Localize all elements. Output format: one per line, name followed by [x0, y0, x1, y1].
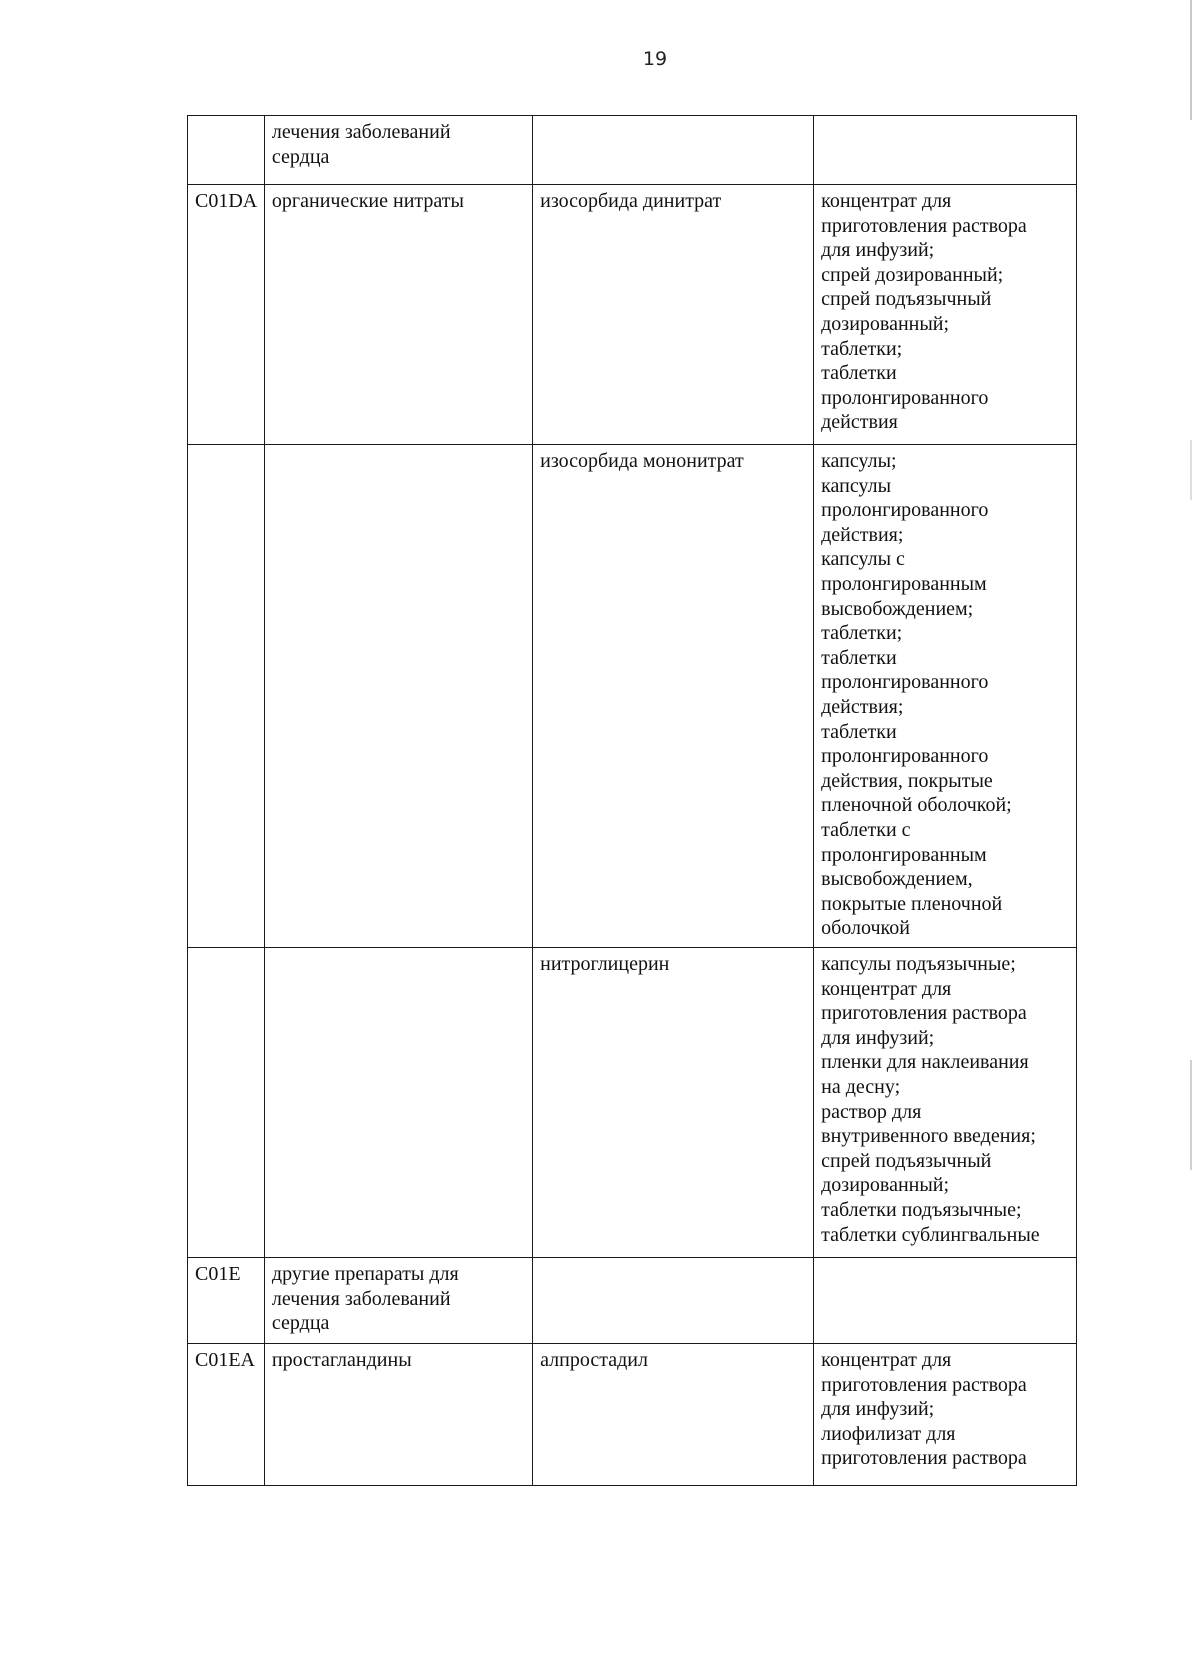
- dosage-form-line: для инфузий;: [821, 239, 935, 262]
- dosage-form-line: пролонгированного: [821, 745, 989, 768]
- table-row: [188, 948, 1077, 1258]
- atc-code: C01EA: [195, 1349, 255, 1371]
- table-row: [188, 445, 1077, 948]
- dosage-form-line: капсулы;: [821, 450, 897, 472]
- atc-code: C01E: [195, 1263, 241, 1285]
- dosage-form-line: капсулы с: [821, 548, 905, 571]
- group-cell: [264, 116, 532, 185]
- dosage-form-line: капсулы: [821, 474, 892, 497]
- group-cell: [264, 1344, 532, 1486]
- dosage-form-line: спрей подъязычный: [821, 1149, 992, 1172]
- atc-code: C01DA: [195, 190, 258, 212]
- dosage-forms-cell: [814, 1344, 1077, 1486]
- substance-cell: [533, 948, 814, 1258]
- group-line: органические нитраты: [271, 190, 464, 212]
- atc-code-cell: [188, 1258, 265, 1344]
- scan-edge-mark: [1190, 0, 1192, 120]
- dosage-form-line: действия;: [821, 523, 904, 546]
- dosage-form-line: дозированный;: [821, 1174, 950, 1197]
- dosage-form-line: концентрат для: [821, 1349, 952, 1371]
- atc-code-cell: [188, 1344, 265, 1486]
- table-row: [188, 185, 1077, 445]
- dosage-form-line: пролонгированного: [821, 499, 989, 522]
- substance-cell: [533, 185, 814, 445]
- dosage-form-line: высвобождением,: [821, 868, 973, 891]
- dosage-form-line: внутривенного введения;: [821, 1125, 1036, 1148]
- dosage-form-line: действия: [821, 411, 898, 434]
- dosage-forms-cell: [814, 185, 1077, 445]
- dosage-form-line: концентрат для: [821, 977, 952, 1000]
- substance-cell: [533, 1344, 814, 1486]
- dosage-form-line: раствор для: [821, 1100, 922, 1123]
- table-body: [188, 116, 1077, 1486]
- scan-edge-mark: [1190, 440, 1192, 500]
- page-number: 19: [642, 48, 668, 70]
- dosage-form-line: таблетки: [821, 720, 897, 743]
- substance-cell: [533, 445, 814, 948]
- group-line: другие препараты для: [271, 1263, 459, 1285]
- dosage-form-line: пролонгированного: [821, 671, 989, 694]
- dosage-form-line: пролонгированного: [821, 386, 989, 409]
- dosage-form-line: таблетки с: [821, 818, 911, 841]
- substance-name: алпростадил: [540, 1349, 648, 1371]
- group-line: сердца: [271, 1312, 330, 1335]
- dosage-forms-cell: [814, 445, 1077, 948]
- dosage-forms-cell: [814, 948, 1077, 1258]
- dosage-form-line: приготовления раствора: [821, 1447, 1027, 1470]
- dosage-forms-cell: [814, 1258, 1077, 1344]
- atc-code-cell: [188, 445, 265, 948]
- dosage-form-line: пролонгированным: [821, 572, 987, 595]
- group-cell: [264, 185, 532, 445]
- dosage-form-line: действия;: [821, 695, 904, 718]
- drug-table: [187, 115, 1077, 1486]
- substance-cell: [533, 116, 814, 185]
- scan-edge-mark: [1190, 1060, 1192, 1170]
- table-row: [188, 116, 1077, 185]
- group-line: сердца: [271, 145, 330, 168]
- dosage-form-line: пролонгированным: [821, 843, 987, 866]
- dosage-form-line: пленочной оболочкой;: [821, 794, 1012, 817]
- dosage-form-line: высвобождением;: [821, 597, 974, 620]
- dosage-forms-cell: [814, 116, 1077, 185]
- dosage-form-line: для инфузий;: [821, 1026, 935, 1049]
- atc-code-cell: [188, 116, 265, 185]
- dosage-form-line: спрей подъязычный: [821, 288, 992, 311]
- dosage-form-line: таблетки: [821, 362, 897, 385]
- dosage-form-line: концентрат для: [821, 190, 952, 212]
- dosage-form-line: лиофилизат для: [821, 1422, 956, 1445]
- dosage-form-line: на десну;: [821, 1075, 901, 1098]
- table-row: [188, 1344, 1077, 1486]
- dosage-form-line: приготовления раствора: [821, 1002, 1027, 1025]
- dosage-form-line: оболочкой: [821, 917, 910, 940]
- table-row: [188, 1258, 1077, 1344]
- dosage-form-line: приготовления раствора: [821, 1373, 1027, 1396]
- dosage-form-line: для инфузий;: [821, 1398, 935, 1421]
- dosage-form-line: капсулы подъязычные;: [821, 953, 1016, 975]
- substance-name: изосорбида мононитрат: [540, 450, 744, 472]
- dosage-form-line: спрей дозированный;: [821, 263, 1004, 286]
- dosage-form-line: приготовления раствора: [821, 214, 1027, 237]
- group-cell: [264, 1258, 532, 1344]
- dosage-form-line: таблетки сублингвальные: [821, 1223, 1040, 1246]
- group-cell: [264, 445, 532, 948]
- dosage-form-line: пленки для наклеивания: [821, 1051, 1029, 1074]
- substance-cell: [533, 1258, 814, 1344]
- dosage-form-line: таблетки: [821, 646, 897, 669]
- substance-name: изосорбида динитрат: [540, 190, 722, 212]
- atc-code-cell: [188, 948, 265, 1258]
- dosage-form-line: таблетки подъязычные;: [821, 1198, 1022, 1221]
- group-line: простагландины: [271, 1349, 412, 1371]
- dosage-form-line: таблетки;: [821, 622, 903, 645]
- atc-code-cell: [188, 185, 265, 445]
- group-cell: [264, 948, 532, 1258]
- substance-name: нитроглицерин: [540, 953, 670, 975]
- dosage-form-line: таблетки;: [821, 337, 903, 360]
- dosage-form-line: дозированный;: [821, 312, 950, 335]
- group-line: лечения заболеваний: [271, 1287, 451, 1310]
- dosage-form-line: покрытые пленочной: [821, 892, 1003, 915]
- dosage-form-line: действия, покрытые: [821, 769, 993, 792]
- group-line: лечения заболеваний: [271, 121, 451, 143]
